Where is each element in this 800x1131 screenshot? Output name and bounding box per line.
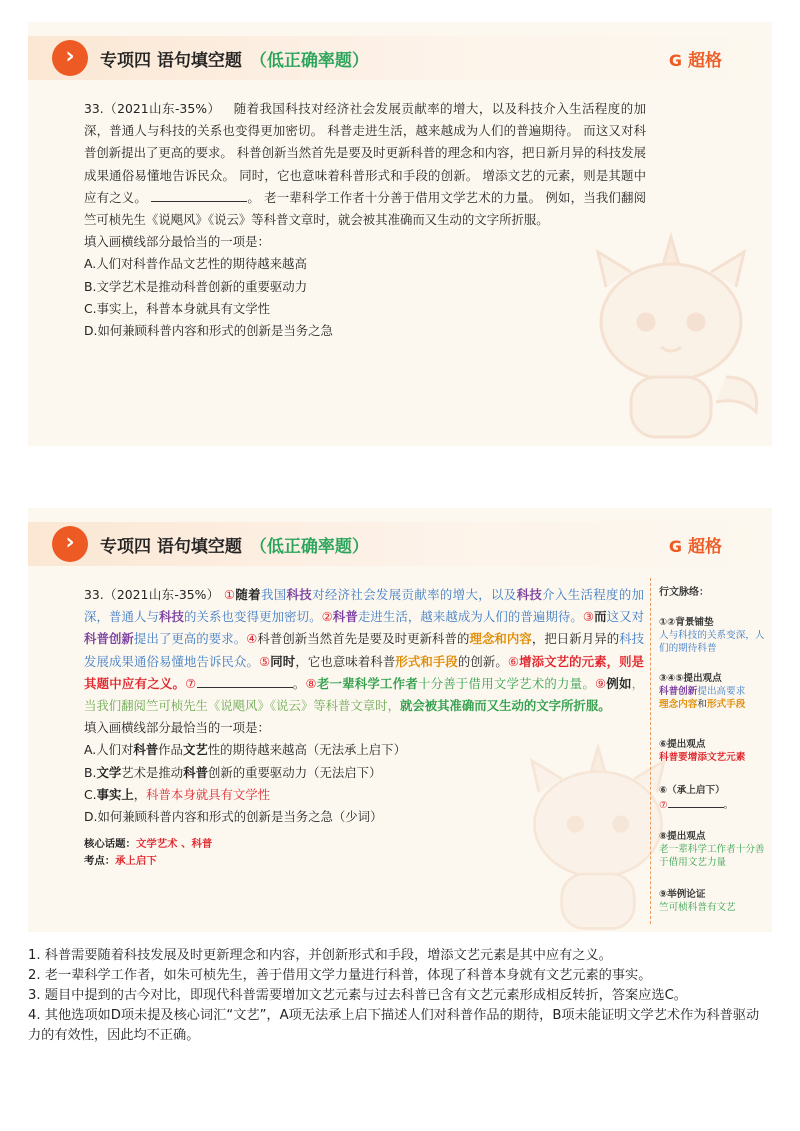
kw: 随着 xyxy=(235,587,261,602)
question-number: 33. xyxy=(84,587,104,602)
txt: A.人们对 xyxy=(84,742,134,758)
sentence-num: ① xyxy=(223,587,236,602)
section-title xyxy=(100,46,369,71)
question-passage xyxy=(84,98,646,231)
txt: 作品 xyxy=(158,742,183,758)
question-body xyxy=(84,98,646,342)
note-item: 1. 科普需要随着科技发展及时更新理念和内容，并创新形式和手段，增添文艺元素是其中应有之义。 xyxy=(28,948,612,963)
sidebar-block-transition xyxy=(659,784,771,812)
option-c-annotated[interactable] xyxy=(84,784,644,806)
sidebar-text: 竺可桢科普有文艺 xyxy=(659,902,736,913)
kw: 理念内容 xyxy=(659,699,698,710)
section-title-main: 专项四 语句填空题 xyxy=(100,51,242,71)
sentence-num: ⑥ xyxy=(507,653,520,669)
kw: 而 xyxy=(594,609,607,625)
kw: 科普 xyxy=(133,742,159,758)
sentence-num: ⑨ xyxy=(595,675,607,691)
brand-g-icon: G xyxy=(668,51,682,70)
question-number: 33. xyxy=(84,101,104,116)
sidebar-title: 行文脉络： xyxy=(659,587,709,598)
arrow-right-icon: › xyxy=(52,40,88,76)
question-prompt: 填入画横线部分最恰当的一项是： xyxy=(84,234,270,250)
kw: 同时 xyxy=(270,653,296,669)
sidebar-text: 老一辈科学工作者十分善于借用文艺力量 xyxy=(659,844,765,868)
sentence-num: ⑦ xyxy=(185,675,197,691)
brand-g-icon: G xyxy=(668,537,682,556)
kw: 科技 xyxy=(516,587,543,602)
section-subtitle: （低正确率题） xyxy=(249,51,369,71)
kw: 例如 xyxy=(606,675,632,691)
brand-logo xyxy=(669,46,722,71)
kw: 科普 xyxy=(332,609,358,625)
kw: 科技 xyxy=(286,587,313,602)
hl: 科技发展成果通俗易懂地告诉民众。 xyxy=(84,631,645,669)
note-item: 2. 老一辈科学工作者，如朱可桢先生，善于借用文学力量进行科普，体现了科普本身就有文艺元素的事实。 xyxy=(28,968,652,983)
answer-blank xyxy=(668,797,724,808)
sidebar-block-background xyxy=(659,616,771,655)
hl: 对经济社会发展贡献率的增大，以及 xyxy=(312,587,517,602)
txt: 创新的重要驱动力（无法启下） xyxy=(207,764,382,780)
section-header xyxy=(28,36,772,80)
brand-name: 超格 xyxy=(688,537,722,557)
option-b-annotated[interactable] xyxy=(84,762,644,784)
annotated-passage xyxy=(84,584,644,717)
structure-sidebar xyxy=(650,578,769,924)
txt: ， xyxy=(133,786,147,802)
txt: 性的期待越来越高（无法承上启下） xyxy=(207,742,406,758)
txt: 。 xyxy=(292,675,306,691)
kw: 科普本身就具有文学性 xyxy=(146,786,271,802)
txt: 的创新。 xyxy=(457,653,508,669)
arrow-right-icon: › xyxy=(52,526,88,562)
question-source: （2021山东-35%） xyxy=(103,101,221,116)
sentence-num: ⑧ xyxy=(305,675,317,691)
txt: ，它也意味着科普 xyxy=(295,653,396,669)
hl: 走进生活，越来越成为人们的普遍期待。 xyxy=(357,609,583,625)
txt: 科普创新当然首先是要及时更新科普的 xyxy=(257,631,470,647)
question-slide xyxy=(28,22,772,446)
kw: 科技 xyxy=(159,609,185,625)
core-topic xyxy=(84,836,644,853)
section-title-main: 专项四 语句填空题 xyxy=(100,537,242,557)
core-topic-label: 核心话题： xyxy=(84,838,136,851)
hl: 普通人与 xyxy=(109,609,160,625)
kw: 事实上 xyxy=(96,786,134,802)
kw: 增添文艺的元素，则是其题中应有之义。 xyxy=(84,653,645,691)
core-topic-value: 文学艺术 、科普 xyxy=(135,838,213,851)
sidebar-block-viewpoint-3 xyxy=(659,830,771,869)
option-d[interactable]: D.如何兼顾科普内容和形式的创新是当务之急 xyxy=(84,323,333,339)
sidebar-head: ⑨举例论证 xyxy=(659,889,706,900)
kw: 文学 xyxy=(96,764,122,780)
kw: 科普创新 xyxy=(659,686,698,697)
txt: 和 xyxy=(697,699,707,710)
note-item: 4. 其他选项如D项未提及核心词汇“文艺”，A项无法承上启下描述人们对科普作品的期待，B项未能证明文学艺术作为科普驱动力的有效性，因此均不正确。 xyxy=(28,1008,760,1043)
sentence-num: ⑤ xyxy=(259,653,271,669)
question-meta xyxy=(84,836,644,870)
hl: 十分善于借用文学艺术的力量。 xyxy=(417,675,595,691)
sidebar-head: ⑥提出观点 xyxy=(659,739,706,750)
question-prompt: 填入画横线部分最恰当的一项是： xyxy=(84,720,270,736)
test-point-label: 考点： xyxy=(84,855,116,868)
option-a-annotated[interactable] xyxy=(84,739,644,761)
txt: C. xyxy=(84,786,97,802)
brand-logo xyxy=(669,532,722,557)
option-a[interactable]: A.人们对科普作品文艺性的期待越来越高 xyxy=(84,256,307,272)
sidebar-head: ⑧提出观点 xyxy=(659,831,706,842)
passage-tail: 。 老一辈科学工作者十分善于借用文学艺术的力量。 例如，当我们翻阅竺可桢先生《说飓风》《说云》等科普文章时，就会被其准确而又生动的文字所折服。 xyxy=(84,189,646,228)
sidebar-text: 科普要增添文艺元素 xyxy=(659,752,746,763)
hl: ，当我们翻阅竺可桢先生《说飓风》《说云》等科普文章时， xyxy=(84,675,645,714)
sidebar-text: 人与科技的关系变深，人们的期待科普 xyxy=(659,630,765,654)
question-source: （2021山东-35%） xyxy=(103,587,220,602)
sentence-num: ⑦ xyxy=(659,800,668,811)
txt: B. xyxy=(84,764,97,780)
option-d-annotated[interactable]: D.如何兼顾科普内容和形式的创新是当务之急（少词） xyxy=(84,809,383,825)
option-c[interactable]: C.事实上，科普本身就具有文学性 xyxy=(84,300,271,316)
sidebar-text xyxy=(659,797,771,812)
sidebar-block-viewpoint-2 xyxy=(659,738,771,764)
test-point xyxy=(84,853,644,870)
section-header xyxy=(28,522,772,566)
kw: 老一辈科学工作者 xyxy=(316,675,418,691)
kw: 科普 xyxy=(183,764,208,780)
explanation-notes xyxy=(28,946,772,1046)
sidebar-text xyxy=(659,698,771,711)
kw: 文艺 xyxy=(182,742,208,758)
sidebar-head: ①②背景铺垫 xyxy=(659,617,714,628)
analysis-slide xyxy=(28,508,772,932)
sidebar-head: ③④⑤提出观点 xyxy=(659,673,722,684)
note-item: 3. 题目中提到的古今对比，即现代科普需要增加文艺元素与过去科普已含有文艺元素形成相反转折，答案应选C。 xyxy=(28,988,687,1003)
txt: ，把日新月异的 xyxy=(531,631,620,647)
kw: 科普创新 xyxy=(84,631,134,647)
hl: 我国 xyxy=(260,587,287,602)
kw: 形式手段 xyxy=(706,699,746,710)
kw: 形式和手段 xyxy=(395,653,458,669)
hl: 提出高要求 xyxy=(697,686,746,697)
sidebar-block-viewpoint xyxy=(659,672,771,711)
passage-text: 随着我国科技对经济社会发展贡献率的增大，以及科技介入生活程度的加深，普通人与科技的关系也变得更加密切。 科普走进生活，越来越成为人们的普遍期待。 而这又对科普创新提出了更高的要求。 科普创新当然首先是要及时更新科普的理念和内容，把日新月异的科技发展成果通俗易懂地告诉民众。 同时，它也意味着科普形式和手段的创新。 增添文艺的元素，则是其题中应有之义。 xyxy=(84,101,646,205)
section-title xyxy=(100,532,369,557)
hl: 提出了更高的要求。 xyxy=(133,631,247,647)
option-b[interactable]: B.文学艺术是推动科普创新的重要驱动力 xyxy=(84,278,308,294)
brand-name: 超格 xyxy=(688,51,722,71)
hl: 介入生活程度的加深， xyxy=(84,587,645,625)
sentence-num: ② xyxy=(321,609,333,625)
txt: 。 xyxy=(723,800,734,811)
test-point-value: 承上启下 xyxy=(115,855,157,868)
sentence-num: ④ xyxy=(246,631,258,647)
answer-blank xyxy=(197,675,293,688)
hl: 的关系也变得更加密切。 xyxy=(184,609,322,625)
sidebar-text xyxy=(659,685,771,698)
answer-blank xyxy=(151,189,247,202)
kw: 就会被其准确而又生动的文字所折服。 xyxy=(399,698,611,714)
sentence-num: ③ xyxy=(582,609,595,625)
kw: 理念和内容 xyxy=(469,631,532,647)
sidebar-block-example xyxy=(659,888,771,914)
hl: 这又对 xyxy=(606,609,645,625)
txt: 艺术是推动 xyxy=(121,764,184,780)
sidebar-head: ⑥（承上启下） xyxy=(659,785,725,796)
section-subtitle: （低正确率题） xyxy=(249,537,369,557)
annotated-question-body xyxy=(84,584,644,870)
